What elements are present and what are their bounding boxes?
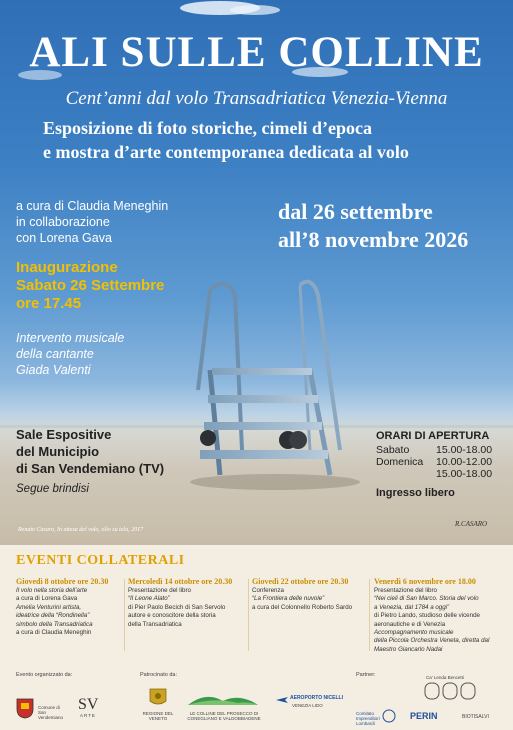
- event-line: a cura del Colonnello Roberto Sardo: [252, 603, 353, 611]
- colline-hills-icon: [188, 691, 258, 707]
- rolling-stairs-illustration: [180, 270, 360, 500]
- painter-signature: R.CASARO: [455, 520, 488, 528]
- colline-logo-text: LE COLLINE DEL PROSECCO DI CONEGLIANO E VALDOBBIADENE: [187, 711, 261, 721]
- event-item: [252, 577, 368, 612]
- music-block: [16, 330, 124, 378]
- music-line: della cantante: [16, 347, 94, 361]
- event-line: “Nei cieli di San Marco. Storia del volo: [374, 595, 479, 603]
- event-date: Giovedì 22 ottobre ore 20.30: [252, 577, 349, 586]
- venue-block: [16, 426, 164, 477]
- painting-caption: Renato Casaro, In attesa del volo, olio su tela, 2017: [18, 527, 144, 533]
- organized-label: Evento organizzato da:: [16, 672, 73, 678]
- hours-sunday-label: Domenica: [376, 456, 424, 468]
- main-title: ALI SULLE COLLINE: [29, 29, 484, 76]
- description-line-2: e mostra d’arte contemporanea dedicata al volo: [43, 142, 409, 162]
- brindisi-note: Segue brindisi: [16, 483, 89, 495]
- divider: [124, 579, 125, 651]
- music-line: Intervento musicale: [16, 331, 125, 345]
- event-line: simbolo della Transadriatica: [16, 620, 93, 628]
- event-line: Conferenza: [252, 587, 284, 594]
- curator-line: a cura di Claudia Meneghin: [16, 199, 169, 213]
- comitato-logo-text: Comitato Imprenditori Lombardi: [356, 711, 380, 726]
- event-date: Giovedì 8 ottobre ore 20.30: [16, 577, 109, 586]
- regione-lion-icon: [148, 687, 168, 707]
- event-line: Il volo nella storia dell’arte: [16, 587, 88, 594]
- inauguration-block: [16, 259, 164, 313]
- venue-line: Sale Espositive: [16, 427, 112, 442]
- hours-saturday-time: 15.00-18.00: [436, 444, 493, 456]
- event-line: ideatrice della “Rondinella”: [16, 612, 90, 620]
- event-date: Mercoledì 14 ottobre ore 20.30: [128, 577, 233, 586]
- hours-saturday-label: Sabato: [376, 444, 410, 456]
- event-item: [128, 577, 248, 629]
- divider: [248, 579, 249, 651]
- event-line: Amelia Venturini artista,: [16, 603, 82, 611]
- event-line: Presentazione del libro: [374, 587, 437, 594]
- perin-logo-text: PERIN: [410, 711, 438, 721]
- inauguration-day: Sabato 26 Settembre: [16, 277, 165, 294]
- comitato-emblem-icon: [380, 709, 398, 723]
- curator-line: con Lorena Gava: [16, 231, 112, 245]
- patron-label: Patrocinato da:: [140, 672, 177, 678]
- event-line: di Pietro Lando, studioso delle vicende: [374, 612, 480, 620]
- svg-text:SV: SV: [78, 696, 99, 711]
- inauguration-time: ore 17.45: [16, 295, 82, 312]
- aeroporto-logo-text: AEROPORTO NICELLI: [290, 695, 343, 701]
- description-line-1: Esposizione di foto storiche, cimeli d’epoca: [43, 118, 372, 138]
- inauguration-title: Inaugurazione: [16, 259, 118, 276]
- hours-sunday-time-1: 10.00-12.00: [436, 456, 493, 468]
- venue-line: di San Vendemiano (TV): [16, 461, 165, 476]
- event-line: della Piccola Orchestra Veneta, diretta dal Maestro Giancarlo Nadai: [374, 637, 490, 653]
- biotisalvi-logo-text: BIOTISALVI: [462, 714, 489, 720]
- comune-logo-text: Comune di San Vendemiano: [38, 705, 64, 720]
- venue-line: del Municipio: [16, 444, 100, 459]
- comune-crest-icon: [16, 697, 34, 719]
- divider: [369, 579, 370, 651]
- event-line: “Il Leone Alato”: [128, 595, 170, 603]
- calenda-logo-text: Ca' Lenda Bencetti: [426, 675, 464, 680]
- event-item: [374, 577, 510, 654]
- airplane-icon: [276, 695, 288, 705]
- subtitle: Cent’anni dal volo Transadriatica Venezia-Vienna: [65, 88, 448, 109]
- event-line: di Pier Paolo Becich di San Servolo: [128, 603, 226, 611]
- regione-logo-text: REGIONE DEL VENETO: [142, 711, 174, 721]
- free-entry: Ingresso libero: [376, 487, 455, 499]
- date-start: dal 26 settembre: [278, 199, 433, 224]
- aeroporto-sub-text: VENEZIA LIDO: [292, 703, 323, 708]
- music-line: Giada Valenti: [16, 363, 91, 377]
- event-line: Presentazione del libro: [128, 587, 191, 594]
- events-section: [0, 545, 513, 665]
- sv-logo-text: ARTE: [80, 713, 96, 718]
- hours-sunday-time-2: 15.00-18.00: [436, 468, 493, 480]
- date-end: all’8 novembre 2026: [278, 227, 469, 252]
- event-line: a Venezia, dal 1784 a oggi”: [374, 603, 450, 611]
- calenda-arches-icon: [424, 679, 476, 701]
- event-line: a cura di Claudia Meneghin: [16, 629, 92, 637]
- curators-block: [16, 198, 168, 246]
- curator-line: in collaborazione: [16, 215, 110, 229]
- footer-logos: [0, 665, 513, 730]
- sv-logo-icon: [78, 695, 100, 711]
- event-line: aeronautiche e di Venezia: [374, 620, 446, 628]
- event-line: della Transadriatica: [128, 620, 182, 628]
- exhibition-dates: [278, 198, 468, 254]
- event-line: “La Frontiera delle nuvole”: [252, 595, 325, 603]
- event-item: [16, 577, 126, 637]
- event-date: Venerdì 6 novembre ore 18.00: [374, 577, 476, 586]
- event-line: autore e conoscitore della storia: [128, 612, 216, 620]
- event-line: Accompagnamento musicale: [374, 629, 454, 637]
- event-line: a cura di Lorena Gava: [16, 595, 78, 603]
- events-title: EVENTI COLLATERALI: [16, 553, 185, 568]
- opening-hours-title: ORARI DI APERTURA: [376, 430, 490, 442]
- partner-label: Partner:: [356, 672, 376, 678]
